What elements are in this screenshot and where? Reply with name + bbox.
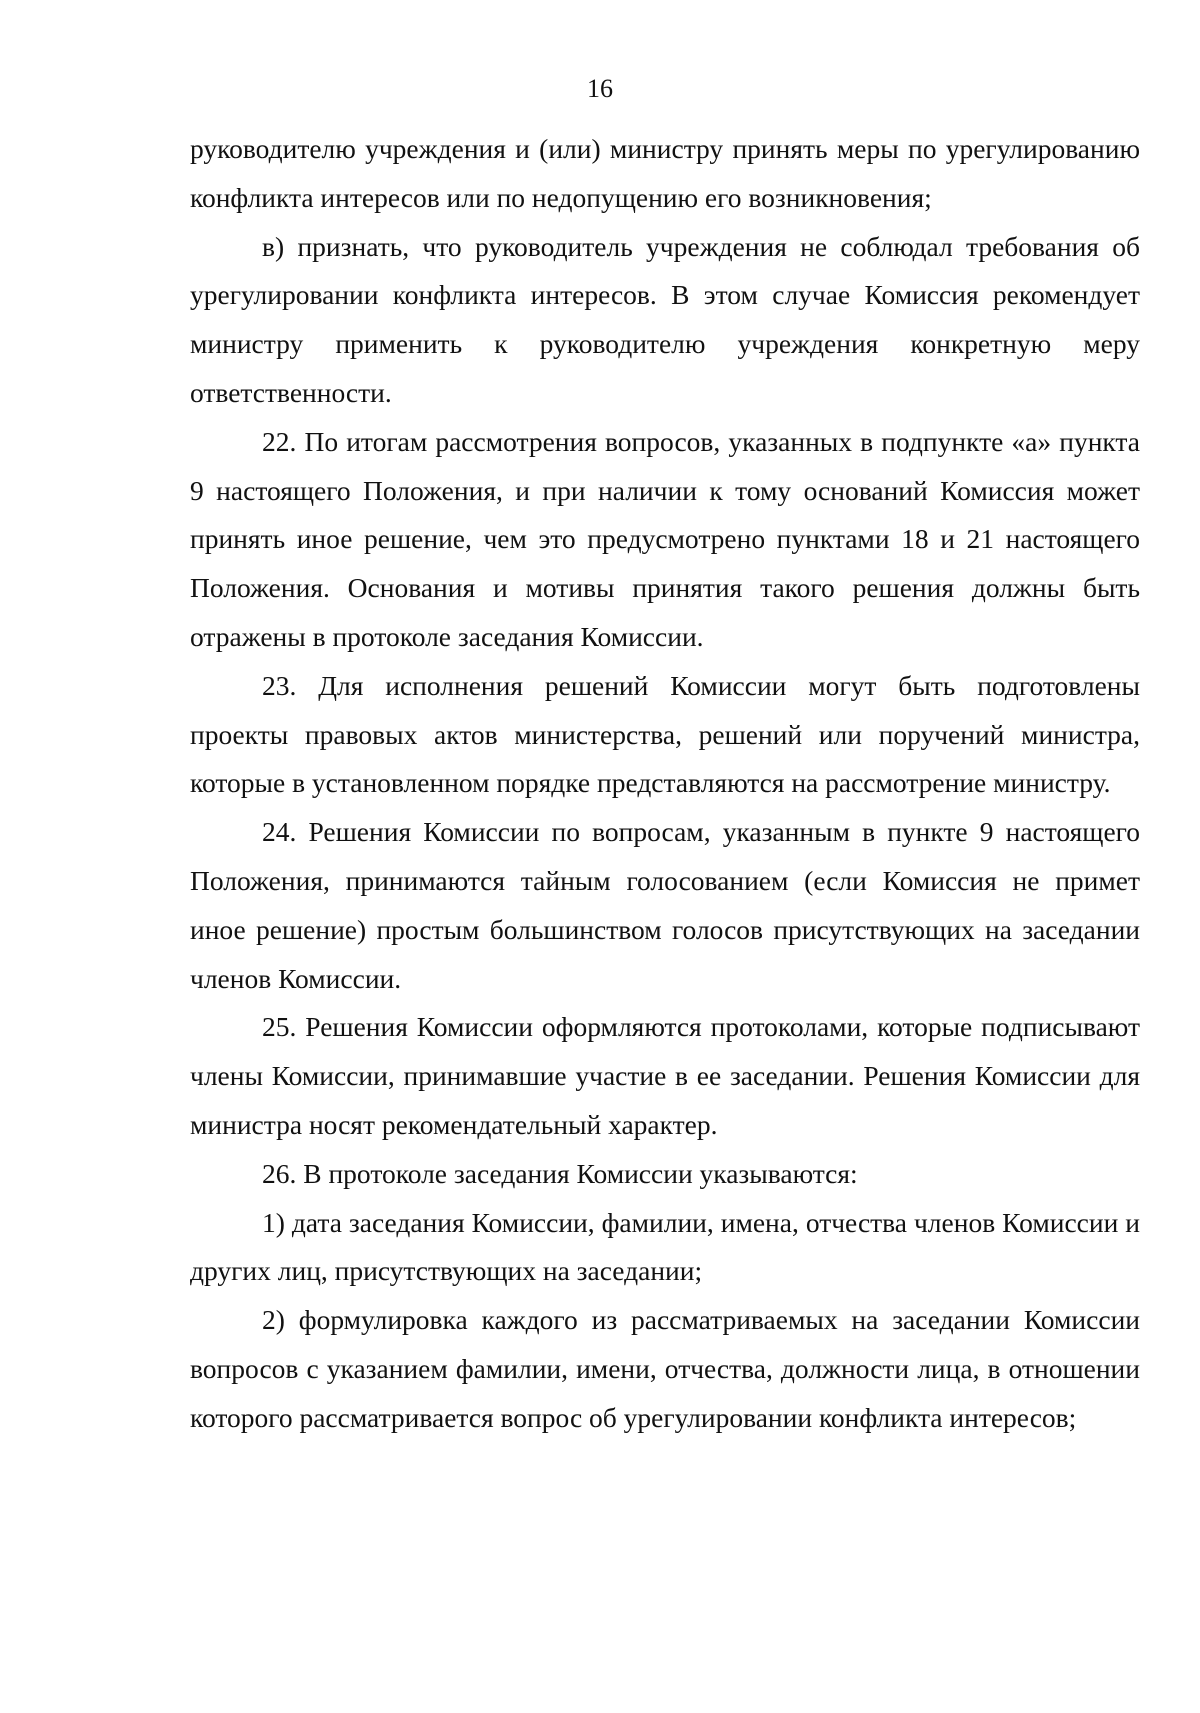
paragraph-continuation: руководителю учреждения и (или) министру принять меры по урегулированию конфликта интересов или по недопущению его возникновения; [190, 133, 1140, 213]
paragraph-26: 26. В протоколе заседания Комиссии указываются: [262, 1157, 858, 1189]
paragraph-22: 22. По итогам рассмотрения вопросов, указанных в подпункте «а» пункта 9 настоящего Положения, и при наличии к тому оснований Комиссия может принять иное решение, чем это предусмотрено пунктами 18 и 21 настоящего Положения. Основания и мотивы принятия такого решения должны быть отражены в протоколе заседания Комиссии. [190, 425, 1140, 652]
paragraph-25: 25. Решения Комиссии оформляются протоколами, которые подписывают члены Комиссии, принимавшие участие в ее заседании. Решения Комиссии для министра носят рекомендательный характер. [190, 1011, 1140, 1140]
paragraph-23: 23. Для исполнения решений Комиссии могут быть подготовлены проекты правовых актов министерства, решений или поручений министра, которые в установленном порядке представляются на рассмотрение министру. [190, 669, 1140, 799]
page-number: 16 [587, 74, 613, 103]
paragraph-26-item-1: 1) дата заседания Комиссии, фамилии, имена, отчества членов Комиссии и других лиц, присутствующих на заседании; [190, 1206, 1140, 1287]
paragraph-26-item-2: 2) формулировка каждого из рассматриваемых на заседании Комиссии вопросов с указанием фамилии, имени, отчества, должности лица, в отношении которого рассматривается вопрос об урегулировании конфликта интересов; [190, 1304, 1140, 1433]
paragraph-24: 24. Решения Комиссии по вопросам, указанным в пункте 9 настоящего Положения, принимаются тайным голосованием (если Комиссия не примет иное решение) простым большинством голосов присутствующих на заседании членов Комиссии. [190, 816, 1140, 994]
paragraph-item-v: в) признать, что руководитель учреждения не соблюдал требования об урегулировании конфликта интересов. В этом случае Комиссия рекомендует министру применить к руководителю учреждения конкретную меру ответственности. [190, 230, 1140, 408]
document-body [190, 125, 1140, 1443]
